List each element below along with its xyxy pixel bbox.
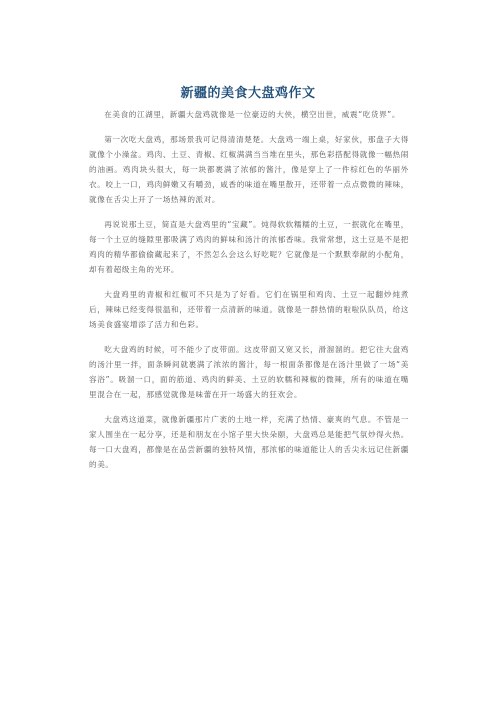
document-body bbox=[89, 107, 409, 482]
paragraph-3: 再说说那土豆，简直是大盘鸡里的“宝藏”。炖得软软糯糯的土豆，一抿就化在嘴里，每一个土豆的缝隙里都吸满了鸡肉的鲜味和汤汁的浓郁香味。我常常想，这土豆是不是把鸡肉的精华都偷偷藏起来了，不然怎么会这么好吃呢？它就像是一个默默奉献的小配角，却有着超级主角的光环。 bbox=[89, 220, 409, 274]
paragraph-6: 大盘鸡这道菜，就像新疆那片广袤的土地一样，充满了热情、豪爽的气息。不管是一家人围坐在一起分享，还是和朋友在小馆子里大快朵颐，大盘鸡总是能把气氛炒得火热。每一口大盘鸡，都像是在品尝新疆的独特风情，那浓郁的味道能让人的舌尖永远记住新疆的美。 bbox=[89, 415, 409, 469]
document-title: 新疆的美食大盘鸡作文 bbox=[180, 86, 316, 101]
paragraph-5: 吃大盘鸡的时候，可不能少了皮带面。这皮带面又宽又长，滑溜溜的。把它往大盘鸡的汤汁里一拌，面条瞬间就裹满了浓浓的酱汁，每一根面条都像是在汤汁里做了一场“美容浴”。吸溜一口，面的筋道、鸡肉的鲜美、土豆的软糯和辣椒的微辣，所有的味道在嘴里混合在一起，那感觉就像是味蕾在开一场盛大的狂欢会。 bbox=[89, 345, 409, 399]
paragraph-2: 第一次吃大盘鸡，那场景我可记得清清楚楚。大盘鸡一端上桌，好家伙，那盘子大得就像个小澡盆。鸡肉、土豆、青椒、红椒满满当当堆在里头，那色彩搭配得就像一幅热闹的油画。鸡肉块头很大，每一块都裹满了浓郁的酱汁，像是穿上了一件棕红色的华丽外衣。咬上一口，鸡肉鲜嫩又有嚼劲，咸香的味道在嘴里散开，还带着一点点微微的辣味，就像在舌尖上开了一场热辣的派对。 bbox=[89, 135, 409, 204]
paragraph-4: 大盘鸡里的青椒和红椒可不只是为了好看。它们在锅里和鸡肉、土豆一起翻炒炖煮后，辣味已经变得很温和，还带着一点清新的味道。就像是一群热情的啦啦队队员，给这场美食盛宴增添了活力和色彩。 bbox=[89, 290, 409, 329]
paragraph-1: 在美食的江湖里，新疆大盘鸡就像是一位豪迈的大侠，横空出世，威震“吃货界”。 bbox=[104, 110, 401, 119]
